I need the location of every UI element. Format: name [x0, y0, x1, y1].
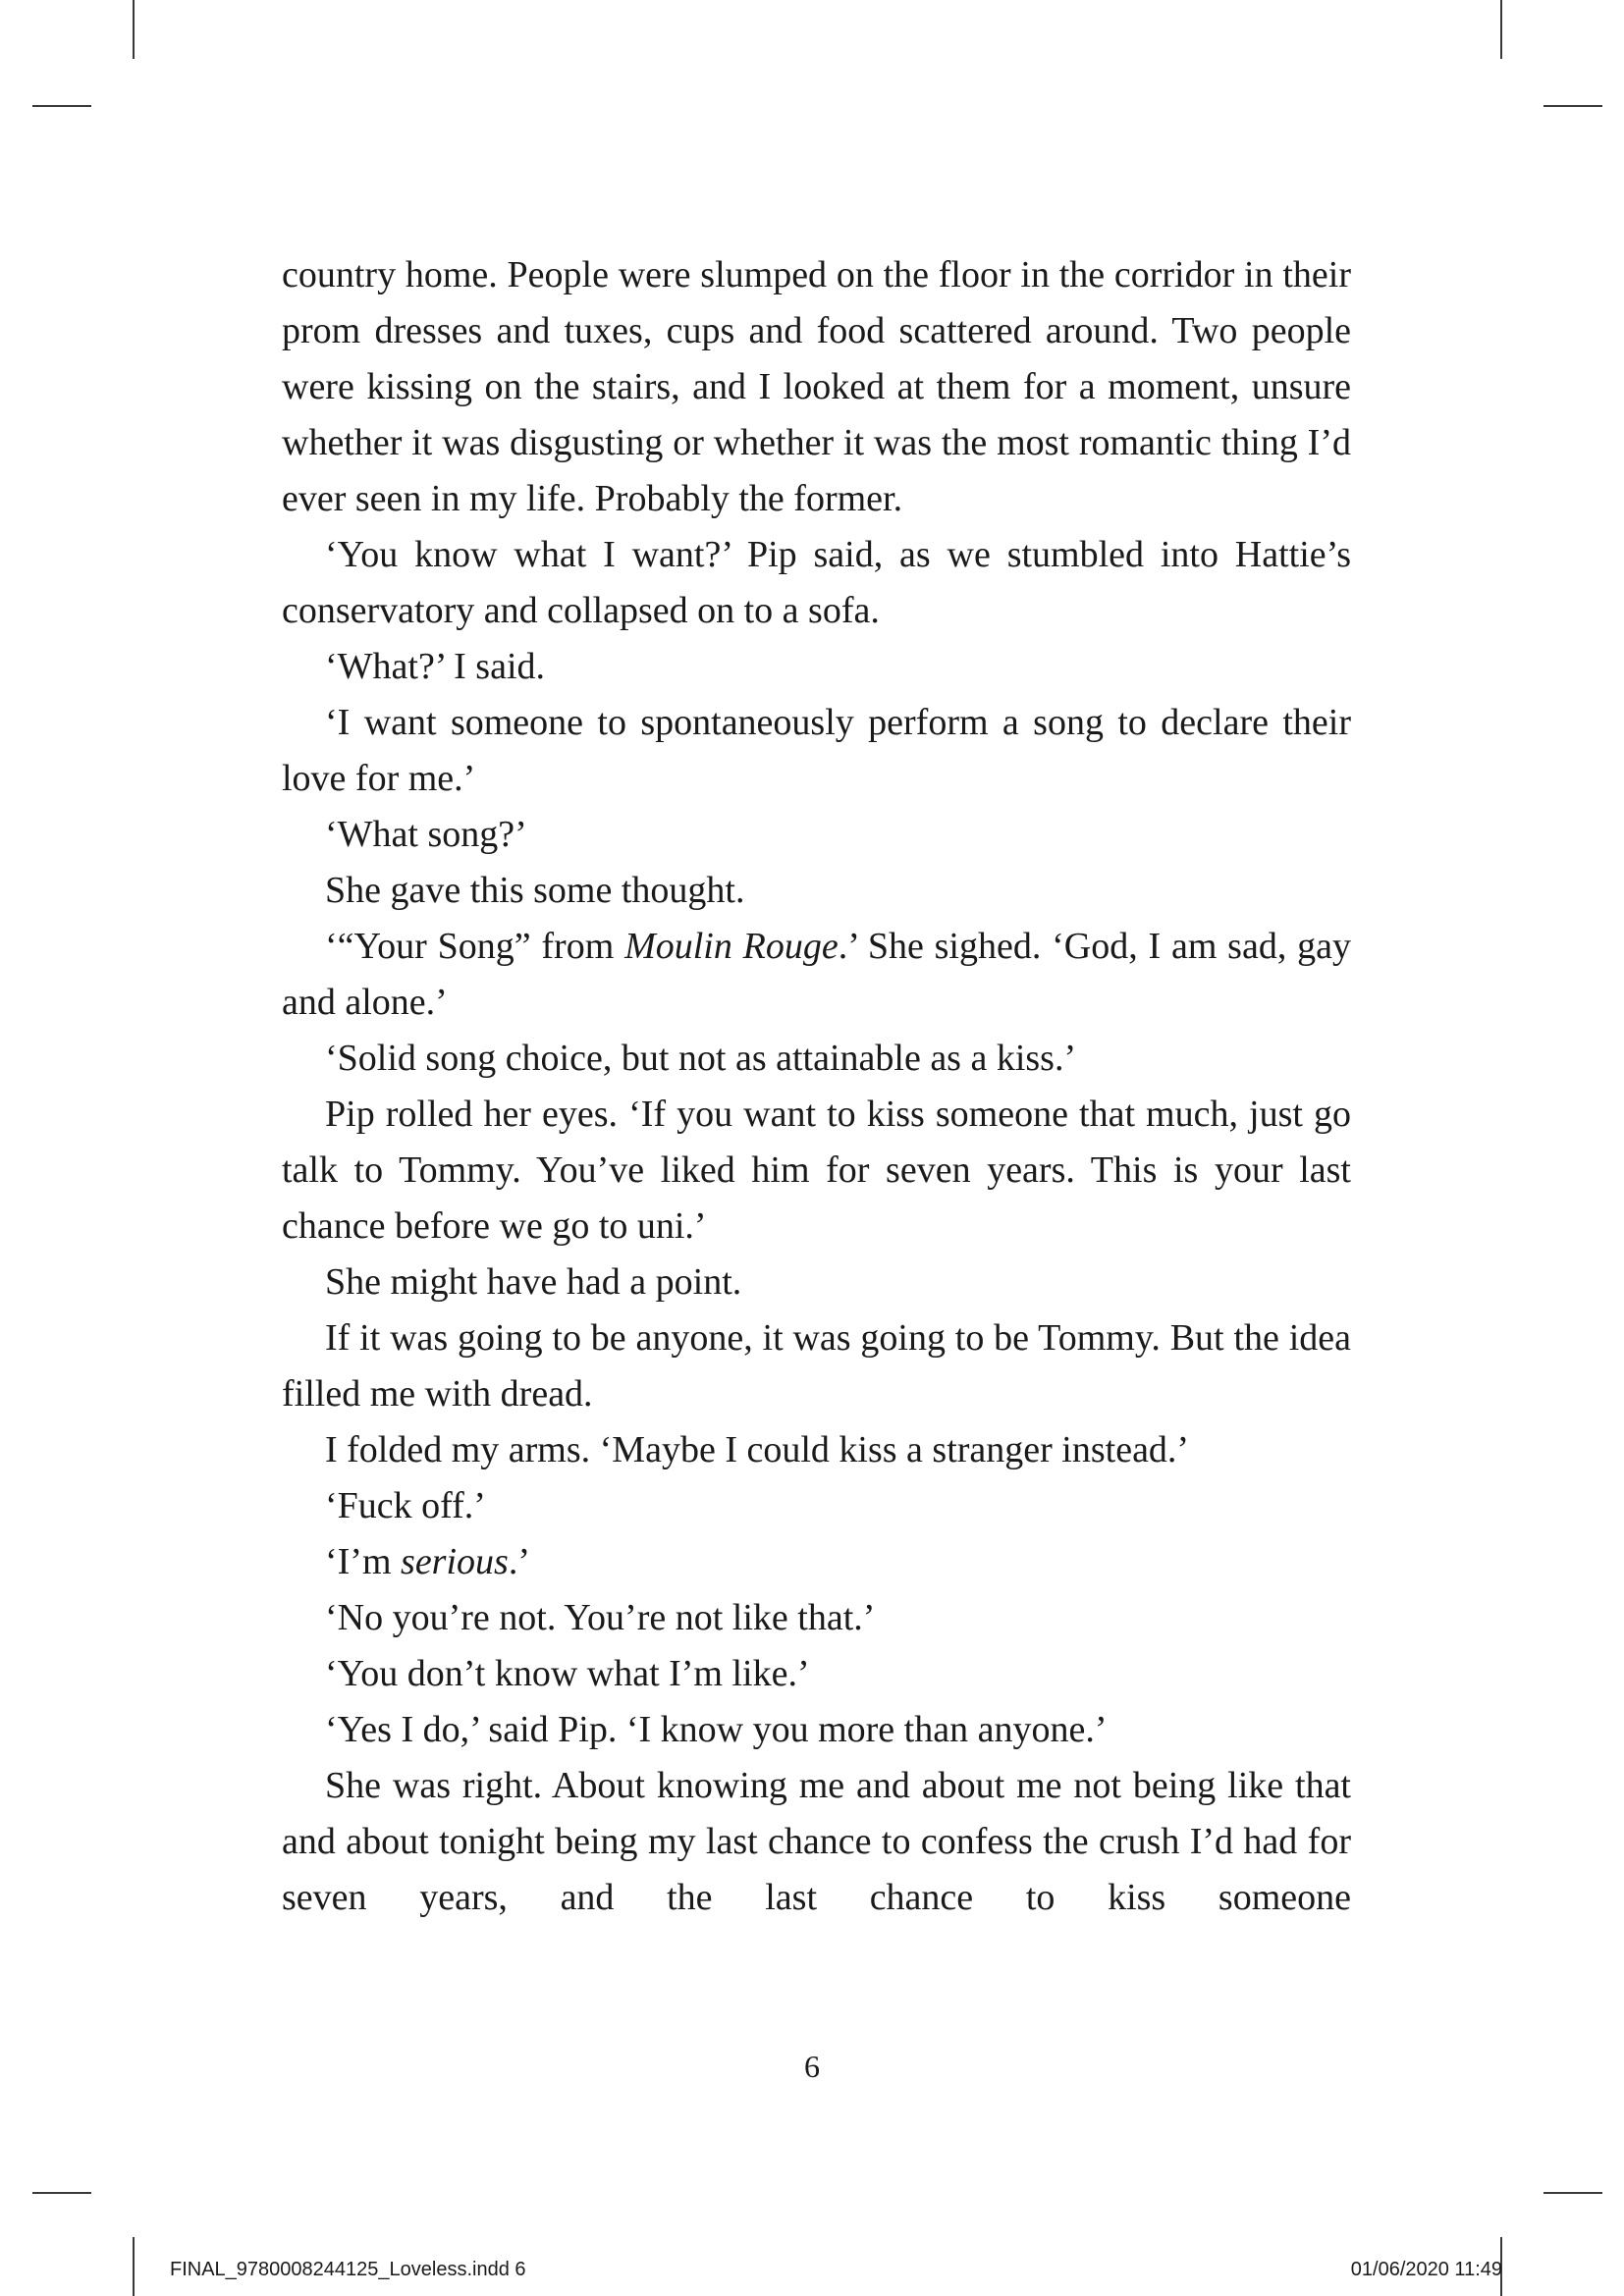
body-text: [282, 247, 1351, 1926]
text-run: She might have had a point.: [325, 1261, 742, 1303]
crop-mark-top-left: [133, 0, 135, 59]
italic-text: Moulin Rouge: [624, 926, 839, 967]
text-run: ‘No you’re not. You’re not like that.’: [325, 1597, 876, 1638]
text-run: ‘I want someone to spontaneously perform a song to declare their love for me.’: [282, 702, 1351, 799]
text-run: ‘Solid song choice, but not as attainable as a kiss.’: [325, 1038, 1077, 1079]
paragraph: [282, 1534, 1351, 1590]
paragraph: [282, 1758, 1351, 1926]
text-run: If it was going to be anyone, it was going to be Tommy. But the idea filled me with dread.: [282, 1317, 1351, 1415]
slug-filename: FINAL_9780008244125_Loveless.indd 6: [170, 2259, 526, 2280]
text-run: She gave this some thought.: [325, 870, 745, 911]
text-run: ‘I’m: [325, 1541, 402, 1582]
paragraph: [282, 1646, 1351, 1702]
paragraph: [282, 247, 1351, 527]
crop-mark-top-right: [1543, 105, 1602, 107]
italic-text: serious: [401, 1541, 509, 1582]
crop-mark-bottom-right: [1543, 2192, 1602, 2194]
paragraph: [282, 639, 1351, 695]
paragraph: [282, 1031, 1351, 1087]
paragraph: [282, 1702, 1351, 1758]
paragraph: [282, 1590, 1351, 1646]
crop-mark-top-right: [1500, 0, 1502, 59]
text-run: country home. People were slumped on the floor in the corridor in their prom dresses and tuxes, cups and food scattered around. Two people were kissing on the stairs, and I looked at them for a moment, unsure whether it was disgusting or whether it was the most romantic thing I’d ever seen in my life. Probably the former.: [282, 254, 1351, 519]
paragraph: [282, 1310, 1351, 1422]
text-run: Pip rolled her eyes. ‘If you want to kiss someone that much, just go talk to Tommy. You’ve liked him for seven years. This is your last chance before we go to uni.’: [282, 1094, 1351, 1247]
text-run: ‘Yes I do,’ said Pip. ‘I know you more than anyone.’: [325, 1709, 1108, 1750]
paragraph: [282, 863, 1351, 919]
text-run: ‘What?’ I said.: [325, 646, 546, 687]
crop-mark-bottom-left: [32, 2192, 91, 2194]
paragraph: [282, 1422, 1351, 1478]
slug-timestamp: 01/06/2020 11:49: [1350, 2259, 1502, 2280]
page-number: 6: [804, 2049, 820, 2084]
text-run: ‘Fuck off.’: [325, 1485, 486, 1526]
paragraph: [282, 807, 1351, 863]
crop-mark-bottom-left: [133, 2237, 135, 2296]
paragraph: [282, 527, 1351, 639]
paragraph: [282, 695, 1351, 807]
paragraph: [282, 1255, 1351, 1310]
crop-mark-top-left: [32, 105, 91, 107]
paragraph: [282, 919, 1351, 1031]
paragraph: [282, 1087, 1351, 1255]
text-run: ‘You don’t know what I’m like.’: [325, 1653, 810, 1694]
text-run: ‘You know what I want?’ Pip said, as we stumbled into Hattie’s conservatory and collapsed on to a sofa.: [282, 534, 1351, 631]
text-run: .’: [508, 1541, 530, 1582]
text-run: She was right. About knowing me and about me not being like that and about tonight being my last chance to confess the crush I’d had for seven years, and the last chance to kiss someone: [282, 1765, 1351, 1918]
text-run: ‘“Your Song” from: [325, 926, 625, 967]
text-run: ‘What song?’: [325, 814, 527, 855]
paragraph: [282, 1478, 1351, 1534]
text-run: .’ She sighed. ‘God, I am sad, gay and alone.’: [282, 926, 1351, 1023]
text-run: I folded my arms. ‘Maybe I could kiss a stranger instead.’: [325, 1429, 1190, 1470]
